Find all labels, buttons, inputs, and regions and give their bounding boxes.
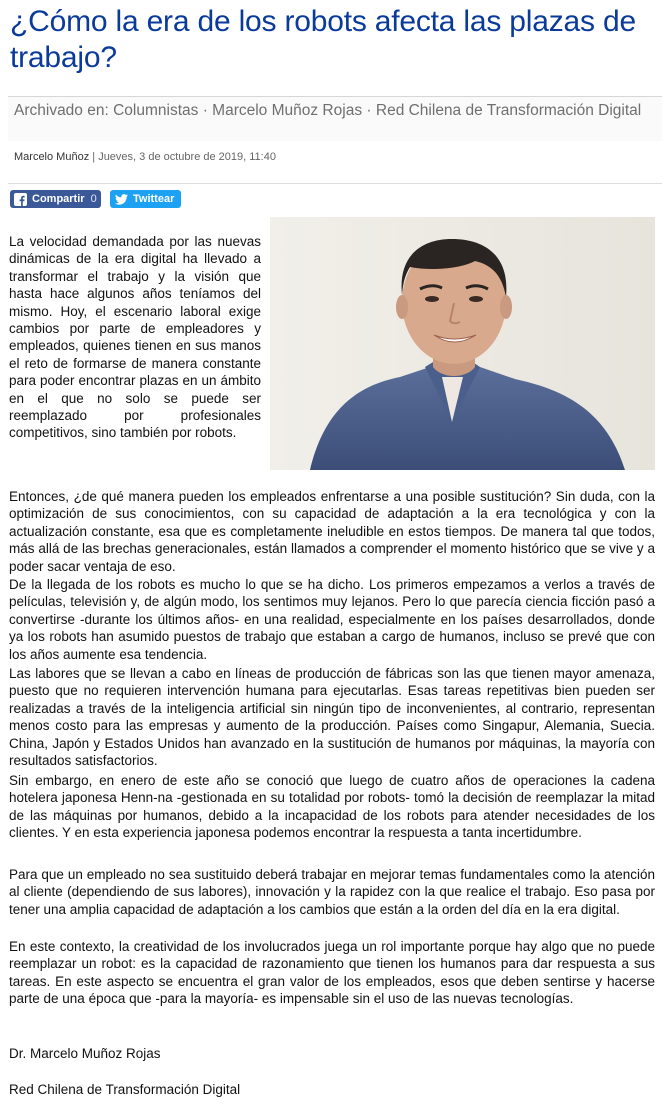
archive-separator: ·: [202, 102, 208, 119]
archive-separator: ·: [366, 102, 372, 119]
facebook-share-label: Compartir: [32, 193, 85, 205]
twitter-bird-icon: [115, 194, 128, 205]
signature-name: Dr. Marcelo Muñoz Rojas: [9, 1046, 161, 1061]
twitter-share-label: Twittear: [133, 193, 175, 205]
author-photo: [270, 217, 655, 470]
archive-link-red-chilena[interactable]: Red Chilena de Transformación Digital: [375, 102, 642, 119]
byline-author[interactable]: Marcelo Muñoz: [14, 151, 90, 163]
archive-prefix: Archivado en:: [14, 102, 109, 119]
paragraph: Entonces, ¿de qué manera pueden los empleados enfrentarse a una posible sustitución? Sin duda, con la optimización de sus conocimientos, con su capacidad de adaptación a la era tecnológica y con la actualización constante, esa que es completamente ineludible en estos tiempos. De manera tal que todos, más allá de las brechas generacionales, están llamados a comprender el momento histórico que se vive y a poder sacar ventaja de eso.: [9, 489, 655, 574]
twitter-share-button[interactable]: [110, 190, 181, 208]
article-title: ¿Cómo la era de los robots afecta las plazas de trabajo?: [10, 5, 636, 74]
paragraph: Para que un empleado no sea sustituido deberá trabajar en mejorar temas fundamentales como la atención al cliente (dependiendo de sus labores), innovación y la rapidez con la que realice el trabajo. Eso pasa por tener una amplia capacidad de adaptación a los cambios que están a la orden del día en la era digital.: [9, 867, 655, 917]
archive-line: [14, 103, 654, 119]
facebook-share-button[interactable]: [10, 190, 101, 208]
archive-link-columnistas[interactable]: Columnistas: [113, 102, 199, 119]
paragraph: En este contexto, la creatividad de los involucrados juega un rol importante porque hay algo que no puede reemplazar un robot: es la capacidad de razonamiento que tienen los humanos para dar respuesta a sus tareas. En este aspecto se encuentra el gran valor de los empleados, esos que deben sentirse y hacerse parte de una época que -para la mayoría- es impensable sin el uso de las nuevas tecnologías.: [9, 939, 655, 1007]
byline: [14, 151, 276, 163]
paragraph: De la llegada de los robots es mucho lo que se ha dicho. Los primeros empezamos a verlos a través de películas, televisión y, de algún modo, los sentimos muy lejanos. Pero lo que parecía ciencia ficción pasó a convertirse -durante los últimos años- en una realidad, especialmente en los países desarrollados, donde ya los robots han asumido puestos de trabajo que estaban a cargo de humanos, incluso se prevé que con los años aumente esa tendencia.: [9, 577, 655, 662]
author-portrait-image: [270, 217, 655, 470]
archive-bar: [8, 96, 662, 141]
paragraph: Sin embargo, en enero de este año se conoció que luego de cuatro años de operaciones la cadena hotelera japonesa Henn-na -gestionada en su totalidad por robots- tomó la decisión de reemplazar la mitad de las máquinas por humanos, debido a la incapacidad de los robots para atender necesidades de los clientes. Y en esta experiencia japonesa podemos encontrar la respuesta a tanta incertidumbre.: [9, 773, 655, 841]
paragraph-intro: La velocidad demandada por las nuevas dinámicas de la era digital ha llevado a transformar el trabajo y la visión que hasta hace algunos años teníamos del mismo. Hoy, el escenario laboral exige cambios por parte de empleadores y empleados, quienes tienen en sus manos el reto de formarse de manera constante para poder encontrar plazas en un ámbito en el que no solo se puede ser reemplazado por profesionales competitivos, sino también por robots.: [9, 234, 261, 441]
facebook-share-count: 0: [90, 193, 97, 205]
byline-date: Jueves, 3 de octubre de 2019, 11:40: [98, 151, 276, 163]
archive-link-author[interactable]: Marcelo Muñoz Rojas: [212, 102, 363, 119]
paragraph: Las labores que se llevan a cabo en líneas de producción de fábricas son las que tienen mayor amenaza, puesto que no requieren intervención humana para ejecutarlas. Esas tareas repetitivas bien pueden ser realizadas a través de la inteligencia artificial sin ningún tipo de inconvenientes, al contrario, representan menos costo para las empresas y aumento de la producción. Países como Singapur, Alemania, Suecia. China, Japón y Estados Unidos han avanzado en la sustitución de humanos por máquinas, la mayoría con resultados satisfactorios.: [9, 666, 655, 769]
byline-separator: |: [92, 151, 96, 163]
divider: [8, 183, 662, 184]
facebook-icon: [14, 193, 27, 206]
signature-organization: Red Chilena de Transformación Digital: [9, 1082, 241, 1097]
